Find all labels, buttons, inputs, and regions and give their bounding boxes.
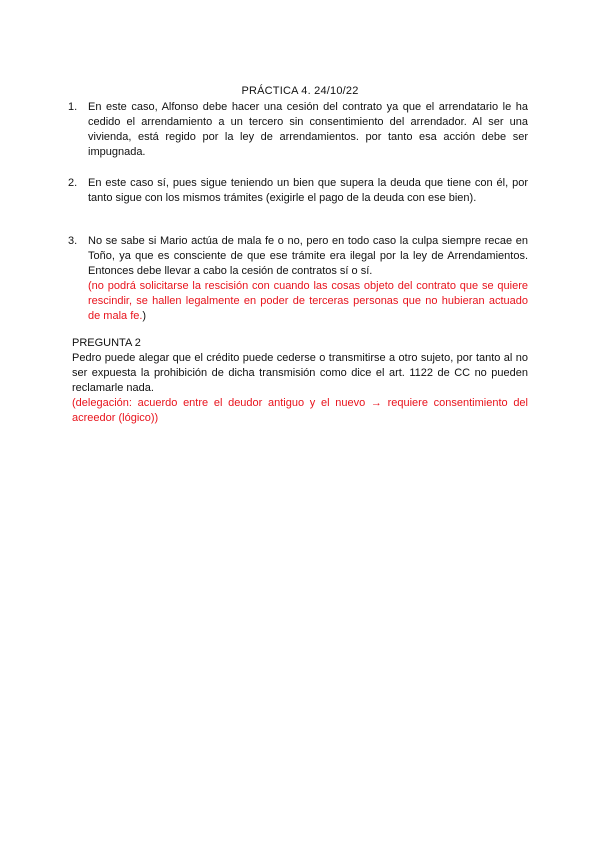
section-text: Pedro puede alegar que el crédito puede cederse o transmitirse a otro sujeto, por tanto al no ser expuesta la prohibición de dicha transmisión como dice el art. 1122 de CC no pueden reclamarle nada. — [72, 352, 528, 394]
item-number: 1. — [68, 101, 78, 113]
item-annotation — [88, 279, 528, 324]
item-text: En este caso, Alfonso debe hacer una cesión del contrato ya que el arrendatario le ha cedido el arrendamiento a un tercero sin consentimiento del arrendador. Al ser una vivienda, está regido por la ley de arrendamientos. por tanto esa acción debe ser impugnada. — [88, 101, 528, 158]
annotation-close: ) — [142, 310, 147, 322]
item-text: No se sabe si Mario actúa de mala fe o no, pero en todo caso la culpa siempre recae en Toño, ya que es consciente de que ese trámite era ilegal por la ley de Arrendamientos. Entonces debe llevar a cabo la cesión de contratos sí o sí. — [88, 235, 528, 277]
list-item-2 — [68, 176, 528, 206]
page-title: PRÁCTICA 4. 24/10/22 — [241, 85, 359, 97]
annotation-text: (no podrá solicitarse la rescisión con cuando las cosas objeto del contrato que se quiere rescindir, se hallen legalmente en poder de terceras personas que no hubieran actuado de mala fe. — [88, 280, 528, 322]
item-number: 3. — [68, 235, 78, 247]
item-number: 2. — [68, 177, 78, 189]
section-heading: PREGUNTA 2 — [72, 337, 141, 349]
item-text: En este caso sí, pues sigue teniendo un bien que supera la deuda que tiene con él, por tanto sigue con los mismos trámites (exigirle el pago de la deuda con ese bien). — [88, 177, 528, 204]
pregunta-2-section — [72, 336, 528, 426]
list-item-3 — [68, 234, 528, 324]
list-item-1 — [68, 100, 528, 160]
section-annotation: (delegación: acuerdo entre el deudor antiguo y el nuevo → requiere consentimiento del acreedor (lógico)) — [72, 397, 528, 424]
